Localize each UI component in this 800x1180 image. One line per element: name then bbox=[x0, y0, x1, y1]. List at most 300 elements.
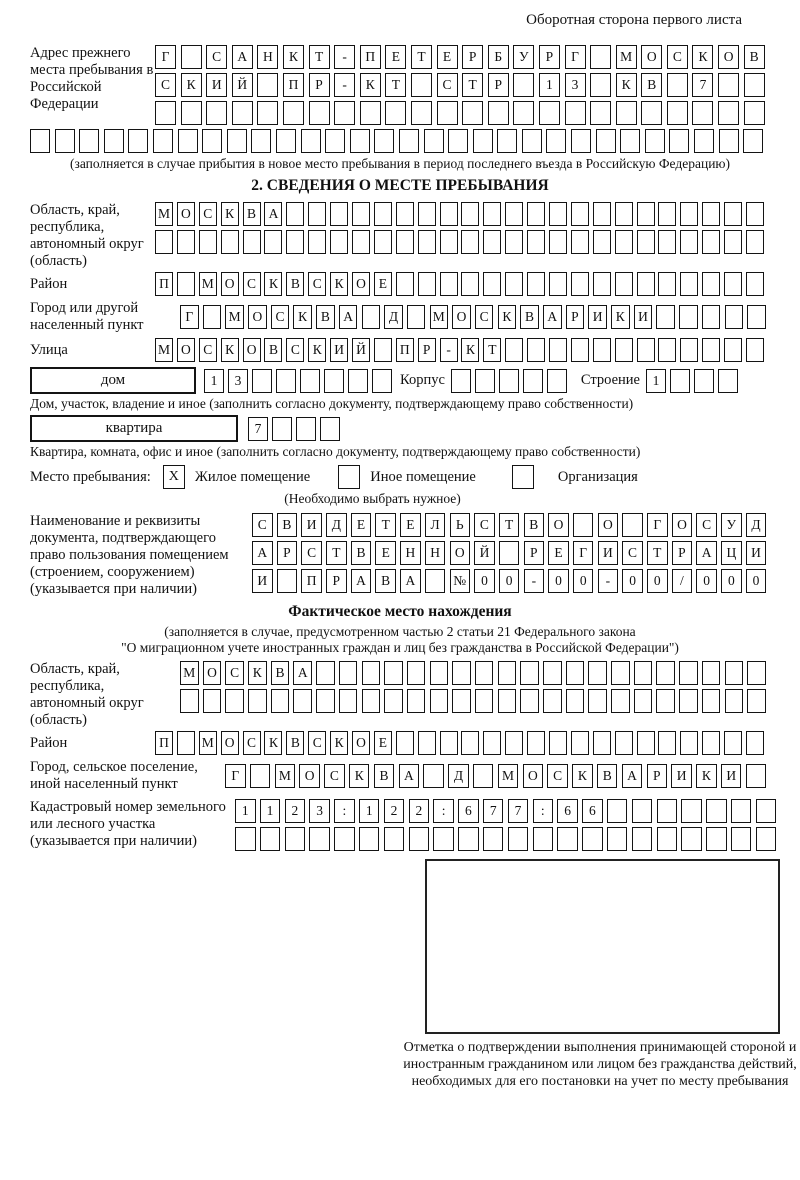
char-box: : bbox=[334, 799, 355, 823]
char-box: В bbox=[744, 45, 765, 69]
char-box: О bbox=[299, 764, 320, 788]
char-box: Е bbox=[548, 541, 569, 565]
char-box: С bbox=[667, 45, 688, 69]
char-box bbox=[264, 230, 282, 254]
char-box: В bbox=[524, 513, 545, 537]
char-row bbox=[155, 230, 764, 254]
korpus-cells bbox=[451, 369, 567, 393]
char-box: В bbox=[351, 541, 372, 565]
char-box: С bbox=[225, 661, 244, 685]
char-box bbox=[309, 827, 330, 851]
char-box bbox=[334, 827, 355, 851]
char-box bbox=[483, 827, 504, 851]
char-box bbox=[221, 230, 239, 254]
char-box: Р bbox=[647, 764, 668, 788]
char-box: С bbox=[308, 731, 326, 755]
char-box: 3 bbox=[565, 73, 586, 97]
char-box bbox=[615, 731, 633, 755]
char-box: Т bbox=[462, 73, 483, 97]
char-box bbox=[520, 689, 539, 713]
char-box bbox=[411, 101, 432, 125]
char-box: Р bbox=[309, 73, 330, 97]
char-box: Й bbox=[474, 541, 495, 565]
char-box bbox=[461, 272, 479, 296]
char-box: С bbox=[206, 45, 227, 69]
char-box bbox=[430, 661, 449, 685]
char-box: К bbox=[248, 661, 267, 685]
char-box bbox=[747, 661, 766, 685]
prev-address-grid bbox=[155, 45, 765, 125]
char-box bbox=[260, 827, 281, 851]
char-box bbox=[396, 230, 414, 254]
char-box bbox=[451, 369, 471, 393]
char-box bbox=[430, 689, 449, 713]
char-box bbox=[637, 731, 655, 755]
char-box bbox=[423, 764, 444, 788]
char-box bbox=[658, 731, 676, 755]
char-box bbox=[702, 661, 721, 685]
char-box bbox=[549, 230, 567, 254]
char-box bbox=[746, 731, 764, 755]
char-box bbox=[488, 101, 509, 125]
char-box: К bbox=[692, 45, 713, 69]
char-box: О bbox=[248, 305, 267, 329]
region-field bbox=[30, 202, 770, 270]
char-box bbox=[483, 272, 501, 296]
char-box bbox=[637, 338, 655, 362]
char-box: С bbox=[437, 73, 458, 97]
char-box bbox=[498, 689, 517, 713]
char-box: М bbox=[498, 764, 519, 788]
char-box: Н bbox=[257, 45, 278, 69]
char-box bbox=[497, 129, 517, 153]
char-box bbox=[607, 827, 628, 851]
char-row bbox=[225, 764, 766, 788]
korpus-label: Корпус bbox=[400, 372, 445, 388]
char-box bbox=[308, 202, 326, 226]
char-box bbox=[692, 101, 713, 125]
char-row bbox=[235, 799, 776, 823]
char-box: Д bbox=[384, 305, 403, 329]
char-box bbox=[679, 661, 698, 685]
char-box: В bbox=[375, 569, 396, 593]
char-box bbox=[334, 101, 355, 125]
char-box bbox=[527, 338, 545, 362]
char-box bbox=[309, 101, 330, 125]
char-box: 1 bbox=[646, 369, 666, 393]
char-box bbox=[433, 827, 454, 851]
char-box bbox=[316, 689, 335, 713]
char-box bbox=[505, 731, 523, 755]
char-box bbox=[680, 338, 698, 362]
char-box bbox=[667, 101, 688, 125]
char-box: О bbox=[221, 731, 239, 755]
char-box bbox=[177, 230, 195, 254]
char-box bbox=[250, 764, 271, 788]
char-box: Г bbox=[155, 45, 176, 69]
char-box: 2 bbox=[285, 799, 306, 823]
char-box: В bbox=[374, 764, 395, 788]
char-box bbox=[680, 202, 698, 226]
factual-city-field bbox=[30, 759, 770, 793]
char-box bbox=[374, 338, 392, 362]
char-box: К bbox=[283, 45, 304, 69]
char-box bbox=[719, 129, 739, 153]
char-box bbox=[325, 129, 345, 153]
char-box: Г bbox=[225, 764, 246, 788]
factual-district-label: Район bbox=[30, 734, 68, 751]
char-box bbox=[324, 369, 344, 393]
char-box bbox=[227, 129, 247, 153]
char-box: Ц bbox=[721, 541, 742, 565]
char-box: И bbox=[330, 338, 348, 362]
char-box: С bbox=[622, 541, 643, 565]
char-box bbox=[508, 827, 529, 851]
char-box: 1 bbox=[359, 799, 380, 823]
char-box: 0 bbox=[573, 569, 594, 593]
factual-city-label: Город, сельское поселение, иной населенный пункт bbox=[30, 759, 198, 792]
char-box bbox=[505, 338, 523, 362]
char-box: П bbox=[155, 272, 173, 296]
char-box: 0 bbox=[746, 569, 767, 593]
char-box: О bbox=[243, 338, 261, 362]
char-box bbox=[582, 827, 603, 851]
char-box bbox=[645, 129, 665, 153]
residential-label: Жилое помещение bbox=[194, 468, 311, 485]
char-box bbox=[399, 129, 419, 153]
apartment-type-box: квартира bbox=[30, 415, 238, 442]
char-box: С bbox=[474, 513, 495, 537]
char-box bbox=[656, 305, 675, 329]
char-box bbox=[702, 272, 720, 296]
char-box bbox=[547, 369, 567, 393]
factual-title: Фактическое место нахождения bbox=[288, 603, 512, 620]
city-field bbox=[30, 300, 770, 334]
char-box bbox=[679, 305, 698, 329]
char-box: Т bbox=[385, 73, 406, 97]
char-box bbox=[702, 305, 721, 329]
char-box bbox=[178, 129, 198, 153]
char-box bbox=[746, 338, 764, 362]
char-box: М bbox=[155, 338, 173, 362]
char-box bbox=[411, 73, 432, 97]
char-box: А bbox=[399, 764, 420, 788]
char-box bbox=[746, 272, 764, 296]
char-box bbox=[670, 369, 690, 393]
char-box: Й bbox=[352, 338, 370, 362]
char-box: П bbox=[155, 731, 173, 755]
char-box: : bbox=[433, 799, 454, 823]
char-box bbox=[522, 129, 542, 153]
stamp-note: Отметка о подтверждении выполнения принимающей стороной и иностранным гражданином или лицом без гражданства действий, необходимых для его постановки на учет по месту пребывания bbox=[403, 1040, 797, 1089]
char-box: 1 bbox=[204, 369, 224, 393]
char-box: - bbox=[440, 338, 458, 362]
char-box: О bbox=[598, 513, 619, 537]
char-box bbox=[746, 764, 767, 788]
char-box: Д bbox=[746, 513, 767, 537]
char-box: О bbox=[548, 513, 569, 537]
char-box: П bbox=[396, 338, 414, 362]
char-box bbox=[615, 338, 633, 362]
char-box bbox=[718, 101, 739, 125]
char-box: К bbox=[611, 305, 630, 329]
char-box bbox=[527, 731, 545, 755]
char-box bbox=[203, 305, 222, 329]
char-box bbox=[362, 305, 381, 329]
char-box bbox=[702, 230, 720, 254]
char-box bbox=[533, 827, 554, 851]
char-box bbox=[588, 661, 607, 685]
char-box bbox=[615, 272, 633, 296]
street-label: Улица bbox=[30, 341, 68, 358]
char-box: К bbox=[308, 338, 326, 362]
char-box: Р bbox=[524, 541, 545, 565]
char-box: Т bbox=[309, 45, 330, 69]
char-box: С bbox=[199, 202, 217, 226]
char-box bbox=[55, 129, 75, 153]
char-box bbox=[634, 661, 653, 685]
char-box bbox=[620, 129, 640, 153]
char-box bbox=[658, 338, 676, 362]
char-box: О bbox=[177, 338, 195, 362]
char-box bbox=[680, 272, 698, 296]
char-box bbox=[593, 272, 611, 296]
char-box: А bbox=[696, 541, 717, 565]
char-box: Г bbox=[647, 513, 668, 537]
char-box bbox=[505, 230, 523, 254]
char-box: И bbox=[301, 513, 322, 537]
char-row bbox=[155, 202, 764, 226]
char-box bbox=[571, 272, 589, 296]
char-box: Л bbox=[425, 513, 446, 537]
apartment-note: Квартира, комната, офис и иное (заполнить согласно документу, подтверждающему право собственности) bbox=[30, 444, 641, 459]
char-box bbox=[320, 417, 340, 441]
char-box bbox=[232, 101, 253, 125]
char-box: - bbox=[334, 73, 355, 97]
char-box bbox=[679, 689, 698, 713]
char-box: К bbox=[696, 764, 717, 788]
char-box: О bbox=[718, 45, 739, 69]
char-box bbox=[632, 827, 653, 851]
char-box: Е bbox=[400, 513, 421, 537]
char-box bbox=[339, 689, 358, 713]
char-box bbox=[473, 129, 493, 153]
apartment-row bbox=[30, 415, 770, 442]
char-box bbox=[593, 731, 611, 755]
char-box bbox=[588, 689, 607, 713]
region-label: Область, край, республика, автономный округ (область) bbox=[30, 202, 144, 269]
factual-note-2: "О миграционном учете иностранных граждан и лиц без гражданства в Российской Федерации") bbox=[121, 640, 679, 655]
char-box bbox=[571, 230, 589, 254]
char-box: С bbox=[252, 513, 273, 537]
char-box: 7 bbox=[483, 799, 504, 823]
char-box bbox=[724, 230, 742, 254]
char-box: К bbox=[616, 73, 637, 97]
char-box: К bbox=[293, 305, 312, 329]
char-box: И bbox=[634, 305, 653, 329]
city-label: Город или другой населенный пункт bbox=[30, 300, 144, 333]
char-box bbox=[243, 230, 261, 254]
char-box bbox=[396, 272, 414, 296]
char-row bbox=[180, 305, 766, 329]
char-box bbox=[747, 305, 766, 329]
char-box: Р bbox=[488, 73, 509, 97]
residential-checkbox: X bbox=[163, 465, 185, 489]
char-box: П bbox=[301, 569, 322, 593]
document-label: Наименование и реквизиты документа, подтверждающего право пользования помещением (строением, сооружением) (указывается при наличии) bbox=[30, 513, 229, 597]
char-box: А bbox=[339, 305, 358, 329]
char-box bbox=[407, 661, 426, 685]
char-box bbox=[483, 731, 501, 755]
char-box bbox=[283, 101, 304, 125]
char-box bbox=[543, 689, 562, 713]
char-box bbox=[702, 202, 720, 226]
char-box bbox=[566, 661, 585, 685]
char-box bbox=[543, 661, 562, 685]
char-box bbox=[549, 202, 567, 226]
char-box: А bbox=[543, 305, 562, 329]
prev-address-label: Адрес прежнего места пребывания в Российской Федерации bbox=[30, 45, 154, 112]
char-box: Р bbox=[277, 541, 298, 565]
char-box: 0 bbox=[499, 569, 520, 593]
char-box bbox=[374, 202, 392, 226]
char-box: Г bbox=[180, 305, 199, 329]
char-box bbox=[706, 827, 727, 851]
factual-region-label: Область, край, республика, автономный округ (область) bbox=[30, 661, 144, 728]
char-box bbox=[571, 731, 589, 755]
char-box: М bbox=[199, 731, 217, 755]
char-box bbox=[257, 73, 278, 97]
district-field bbox=[30, 272, 770, 296]
char-box bbox=[590, 101, 611, 125]
char-box bbox=[339, 661, 358, 685]
page-side-note: Оборотная сторона первого листа bbox=[526, 12, 742, 28]
char-box bbox=[656, 689, 675, 713]
char-box: 3 bbox=[309, 799, 330, 823]
char-box bbox=[296, 417, 316, 441]
char-box: М bbox=[199, 272, 217, 296]
street-field bbox=[30, 338, 770, 362]
char-box: О bbox=[221, 272, 239, 296]
char-box: К bbox=[330, 272, 348, 296]
char-box bbox=[657, 827, 678, 851]
prev-address-overflow-row bbox=[30, 129, 770, 153]
char-box: 0 bbox=[548, 569, 569, 593]
char-box: 0 bbox=[721, 569, 742, 593]
char-box bbox=[527, 202, 545, 226]
char-box bbox=[658, 272, 676, 296]
char-box bbox=[527, 272, 545, 296]
factual-region-grid bbox=[180, 661, 766, 713]
house-note: Дом, участок, владение и иное (заполнить согласно документу, подтверждающему право собственности) bbox=[30, 396, 634, 411]
char-box: Р bbox=[672, 541, 693, 565]
char-box: Г bbox=[565, 45, 586, 69]
char-box bbox=[641, 101, 662, 125]
district-label: Район bbox=[30, 275, 68, 292]
char-box: К bbox=[498, 305, 517, 329]
char-box: К bbox=[360, 73, 381, 97]
char-box bbox=[384, 689, 403, 713]
char-box: О bbox=[641, 45, 662, 69]
char-box bbox=[499, 541, 520, 565]
char-box bbox=[523, 369, 543, 393]
stay-place-label: Место пребывания: bbox=[30, 468, 151, 485]
char-box bbox=[276, 129, 296, 153]
char-box: К bbox=[330, 731, 348, 755]
char-box bbox=[702, 731, 720, 755]
char-box bbox=[276, 369, 296, 393]
cadastral-grid bbox=[235, 799, 776, 851]
char-box: 2 bbox=[384, 799, 405, 823]
char-box: М bbox=[275, 764, 296, 788]
char-box bbox=[418, 731, 436, 755]
char-box: 6 bbox=[557, 799, 578, 823]
document-field bbox=[30, 513, 770, 598]
char-box bbox=[549, 731, 567, 755]
char-box bbox=[475, 689, 494, 713]
char-box bbox=[418, 272, 436, 296]
char-box: С bbox=[271, 305, 290, 329]
char-box bbox=[440, 202, 458, 226]
char-box bbox=[483, 230, 501, 254]
char-box bbox=[725, 661, 744, 685]
char-box bbox=[505, 272, 523, 296]
char-box: Т bbox=[647, 541, 668, 565]
char-box bbox=[744, 73, 765, 97]
char-box bbox=[557, 827, 578, 851]
char-box: В bbox=[271, 661, 290, 685]
char-box bbox=[181, 45, 202, 69]
char-box bbox=[348, 369, 368, 393]
char-box bbox=[202, 129, 222, 153]
char-box bbox=[615, 230, 633, 254]
section2-title: 2. СВЕДЕНИЯ О МЕСТЕ ПРЕБЫВАНИЯ bbox=[251, 177, 549, 194]
char-box bbox=[458, 827, 479, 851]
char-box: В bbox=[286, 272, 304, 296]
char-box bbox=[418, 202, 436, 226]
char-box bbox=[731, 827, 752, 851]
char-box: 1 bbox=[539, 73, 560, 97]
char-box: Ь bbox=[450, 513, 471, 537]
stamp-area bbox=[395, 859, 800, 1090]
char-box: 0 bbox=[696, 569, 717, 593]
char-box: Т bbox=[411, 45, 432, 69]
char-box bbox=[308, 230, 326, 254]
char-box bbox=[593, 230, 611, 254]
char-box: М bbox=[180, 661, 199, 685]
char-box: Й bbox=[232, 73, 253, 97]
char-box: С bbox=[696, 513, 717, 537]
char-box bbox=[611, 661, 630, 685]
char-box: К bbox=[572, 764, 593, 788]
char-box bbox=[352, 230, 370, 254]
char-box bbox=[225, 689, 244, 713]
char-box bbox=[694, 129, 714, 153]
char-box bbox=[718, 73, 739, 97]
char-box: И bbox=[598, 541, 619, 565]
char-box: О bbox=[177, 202, 195, 226]
char-box: 7 bbox=[248, 417, 268, 441]
char-box bbox=[301, 129, 321, 153]
char-box bbox=[746, 230, 764, 254]
char-box: С bbox=[301, 541, 322, 565]
char-box bbox=[694, 369, 714, 393]
char-box: М bbox=[616, 45, 637, 69]
char-box bbox=[746, 202, 764, 226]
char-box bbox=[177, 731, 195, 755]
char-box bbox=[181, 101, 202, 125]
char-box: И bbox=[206, 73, 227, 97]
